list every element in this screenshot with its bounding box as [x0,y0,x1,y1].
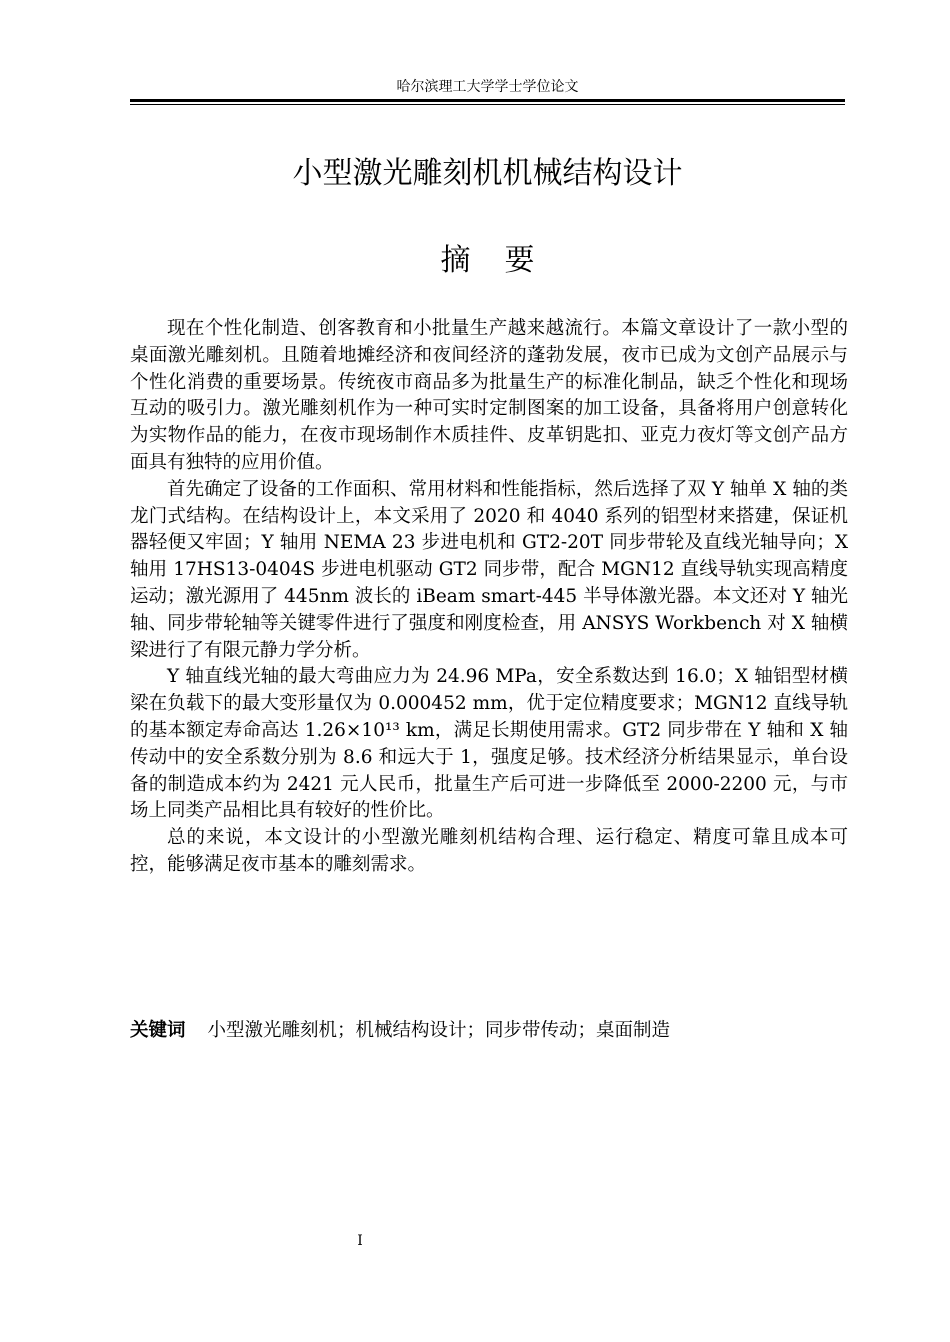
abstract-paragraph: 现在个性化制造、创客教育和小批量生产越来越流行。本篇文章设计了一款小型的桌面激光雕刻机。且随着地摊经济和夜间经济的蓬勃发展，夜市已成为文创产品展示与个性化消费的重要场景。传统夜市商品多为批量生产的标准化制品，缺乏个性化和现场互动的吸引力。激光雕刻机作为一种可实时定制图案的加工设备，具备将用户创意转化为实物作品的能力，在夜市现场制作木质挂件、皮革钥匙扣、亚克力夜灯等文创产品方面具有独特的应用价值。 [130,318,848,473]
thesis-title: 小型激光雕刻机机械结构设计 [292,156,683,191]
header-rule-thin [130,104,845,105]
keywords-label: 关键词 [130,1020,186,1041]
page-number: I [357,1233,363,1249]
keywords-text: 小型激光雕刻机；机械结构设计；同步带传动；桌面制造 [207,1020,671,1041]
header-rule-thick [130,99,845,102]
abstract-paragraph: 首先确定了设备的工作面积、常用材料和性能指标，然后选择了双 Y 轴单 X 轴的类龙门式结构。在结构设计上，本文采用了 2020 和 4040 系列的铝型材来搭建，保证机器轻便又牢固；Y 轴用 NEMA 23 步进电机和 GT2-20T 同步带轮及直线光轴导向；X 轴用 17HS13-0404S 步进电机驱动 GT2 同步带，配合 MGN12 直线导轨实现高精度运动；激光源用了 445nm 波长的 iBeam smart-445 半导体激光器。本文还对 Y 轴光轴、同步带轮轴等关键零件进行了强度和刚度检查，用 ANSYS Workbench 对 X 轴横梁进行了有限元静力学分析。 [130,478,848,661]
abstract-heading: 摘要 [440,243,569,278]
keywords-line [130,1017,845,1045]
running-header: 哈尔滨理工大学学士学位论文 [396,79,579,95]
abstract-paragraph: 总的来说，本文设计的小型激光雕刻机结构合理、运行稳定、精度可靠且成本可控，能够满足夜市基本的雕刻需求。 [130,827,848,875]
abstract-paragraph: Y 轴直线光轴的最大弯曲应力为 24.96 MPa，安全系数达到 16.0；X 轴铝型材横梁在负载下的最大变形量仅为 0.000452 mm，优于定位精度要求；MGN12 直线导轨的基本额定寿命高达 1.26×10¹³ km，满足长期使用需求。GT2 同步带在 Y 轴和 X 轴传动中的安全系数分别为 8.6 和远大于 1，强度足够。技术经济分析结果显示，单台设备的制造成本约为 2421 元人民币，批量生产后可进一步降低至 2000-2200 元，与市场上同类产品相比具有较好的性价比。 [130,666,848,822]
abstract-body [130,316,848,879]
